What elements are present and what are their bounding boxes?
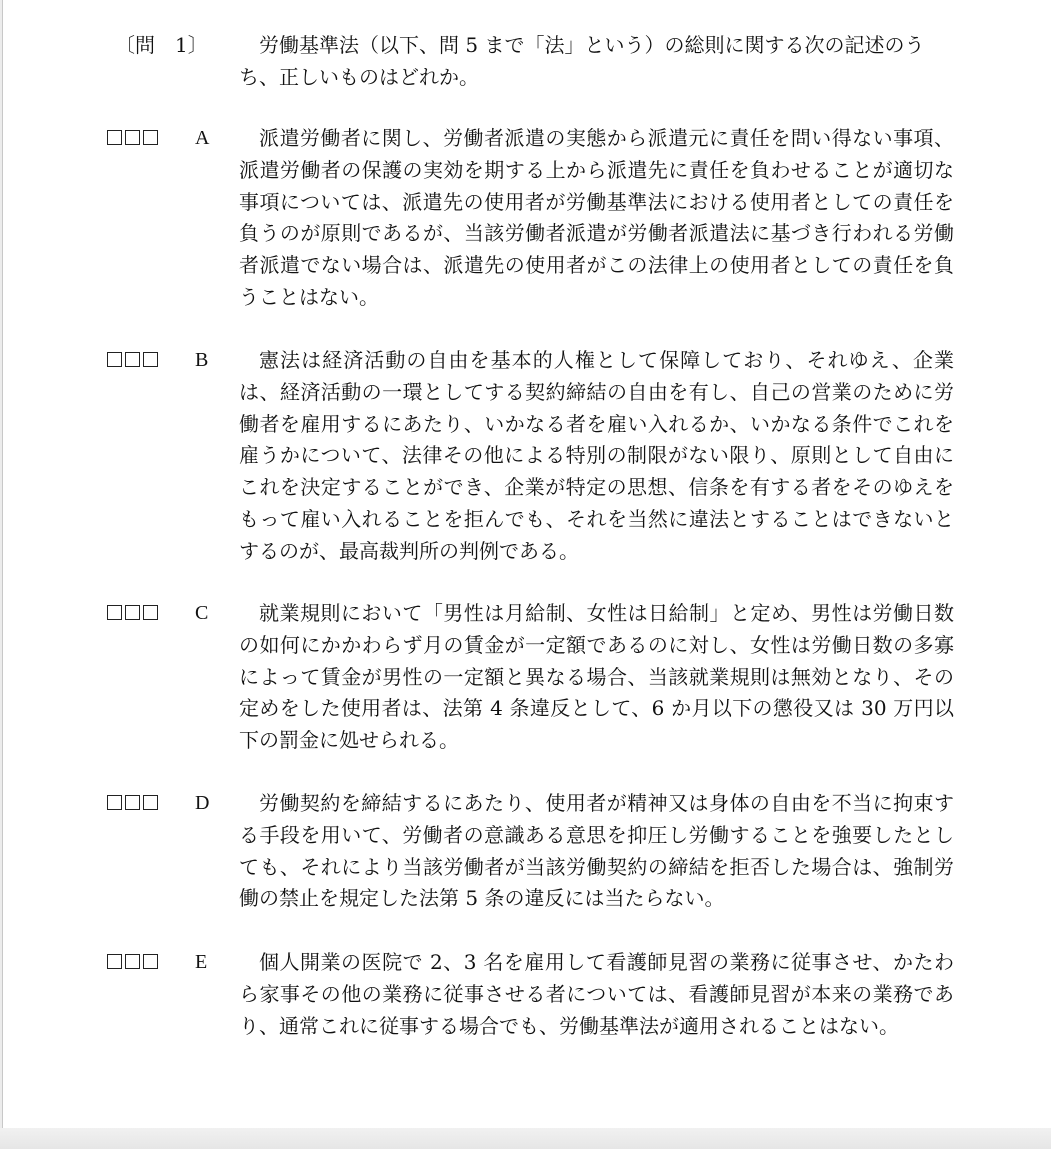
checkbox-3[interactable] [143,605,158,620]
document-page [2,0,1051,1128]
check-boxes [107,345,158,367]
checkbox-2[interactable] [125,130,140,145]
option-text: 就業規則において「男性は月給制、女性は日給制」と定め、男性は労働日数の如何にかかわらず月の賃金が一定額であるのに対し、女性は労働日数の多寡によって賃金が男性の一定額と異なる場合、当該就業規則は無効となり、その定めをした使用者は、法第 4 条違反として、6 か月以下の懲役又は 30 万円以下の罰金に処せられる。 [239,601,954,753]
option-letter: E [195,951,208,973]
option-text: 派遣労働者に関し、労働者派遣の実態から派遣元に責任を問い得ない事項、派遣労働者の保護の実効を期する上から派遣先に責任を負わせることが適切な事項については、派遣先の使用者が労働基準法における使用者としての責任を負うのが原則であるが、当該労働者派遣が労働者派遣法に基づき行われる労働者派遣でない場合は、派遣先の使用者がこの法律上の使用者としての責任を負うことはない。 [239,126,954,309]
checkbox-3[interactable] [143,954,158,969]
checkbox-3[interactable] [143,795,158,810]
checkbox-1[interactable] [107,954,122,969]
option-letter: D [195,792,210,814]
viewer-bottom-edge [0,1128,1051,1149]
question-stem: 労働基準法（以下、問 5 まで「法」という）の総則に関する次の記述のうち、正しいものはどれか。 [239,33,925,89]
checkbox-2[interactable] [125,605,140,620]
checkbox-1[interactable] [107,605,122,620]
option-letter: A [195,127,210,149]
check-boxes [107,947,158,969]
option-text: 労働契約を締結するにあたり、使用者が精神又は身体の自由を不当に拘束する手段を用いて、労働者の意識ある意思を抑圧し労働することを強要したとしても、それにより当該労働者が当該労働契約の締結を拒否した場合は、強制労働の禁止を規定した法第 5 条の違反には当たらない。 [239,791,954,911]
checkbox-3[interactable] [143,130,158,145]
checkbox-1[interactable] [107,795,122,810]
option-text: 憲法は経済活動の自由を基本的人権として保障しており、それゆえ、企業は、経済活動の一環としてする契約締結の自由を有し、自己の営業のために労働者を雇用するにあたり、いかなる者を雇い入れるか、いかなる条件でこれを雇うかについて、法律その他による特別の制限がない限り、原則として自由にこれを決定することができ、企業が特定の思想、信条を有する者をそのゆえをもって雇い入れることを拒んでも、それを当然に違法とすることはできないとするのが、最高裁判所の判例である。 [239,348,954,563]
option-letter: B [195,349,209,371]
check-boxes [107,123,158,145]
checkbox-2[interactable] [125,795,140,810]
checkbox-1[interactable] [107,130,122,145]
question-number: 〔問 1〕 [115,33,208,57]
checkbox-1[interactable] [107,352,122,367]
option-letter: C [195,602,209,624]
check-boxes [107,598,158,620]
check-boxes [107,788,158,810]
option-text: 個人開業の医院で 2、3 名を雇用して看護師見習の業務に従事させ、かたわら家事その他の業務に従事させる者については、看護師見習が本来の業務であり、通常これに従事する場合でも、労働基準法が適用されることはない。 [239,950,954,1038]
checkbox-2[interactable] [125,954,140,969]
checkbox-3[interactable] [143,352,158,367]
checkbox-2[interactable] [125,352,140,367]
